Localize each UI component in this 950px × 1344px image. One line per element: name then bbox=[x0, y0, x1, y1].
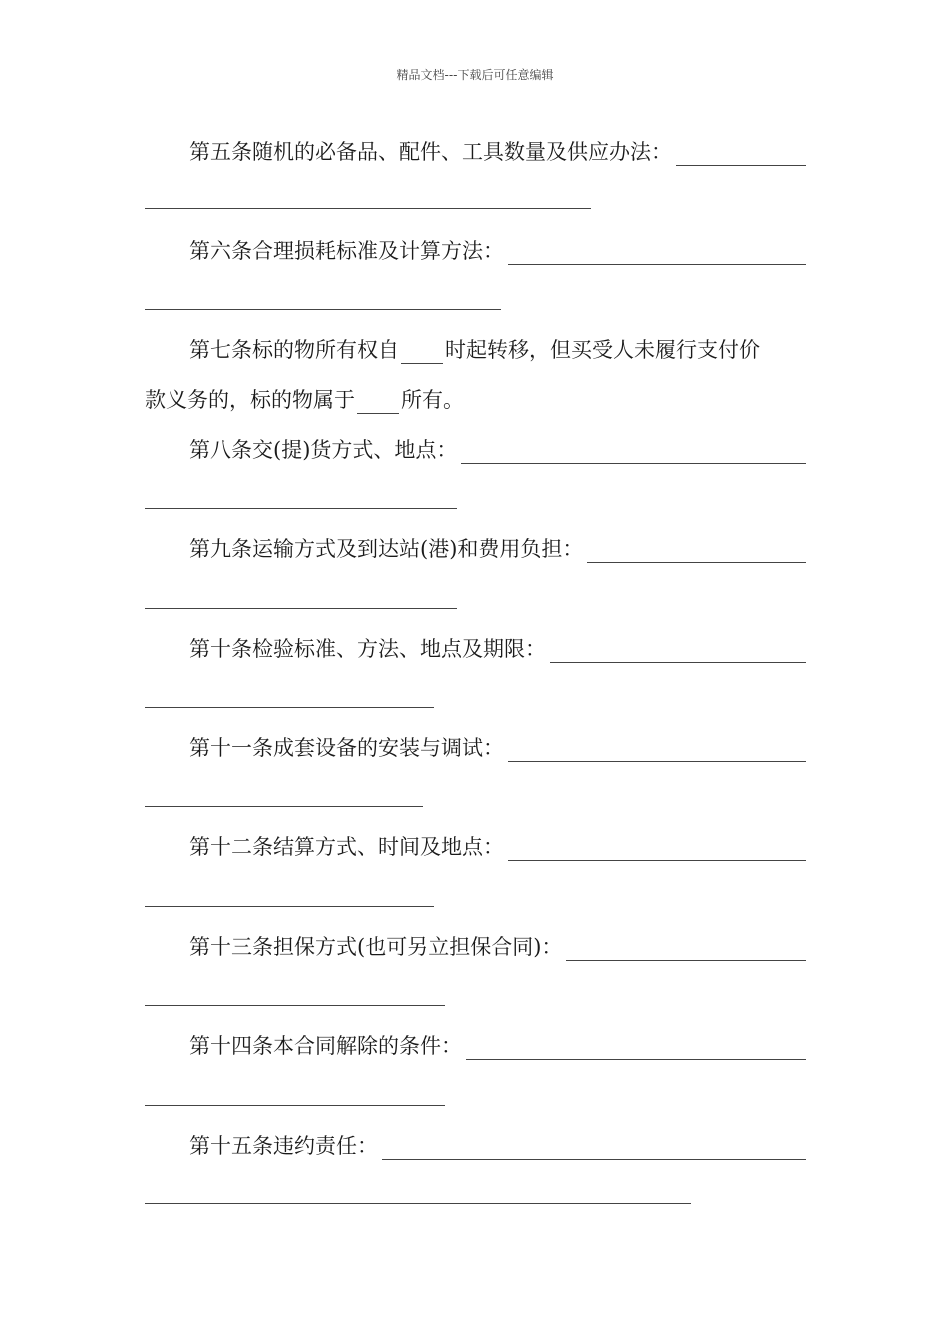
fill-blank-continuation[interactable] bbox=[145, 707, 434, 708]
fill-blank-continuation[interactable] bbox=[145, 608, 457, 609]
fill-blank[interactable] bbox=[508, 840, 806, 861]
clause-14 bbox=[189, 1032, 806, 1060]
clause-5 bbox=[189, 138, 806, 166]
clause-11 bbox=[189, 734, 806, 762]
fill-blank[interactable] bbox=[550, 642, 806, 663]
clause-label: 第九条运输方式及到达站(港)和费用负担： bbox=[189, 537, 584, 561]
fill-blank-continuation[interactable] bbox=[145, 208, 591, 209]
fill-blank[interactable] bbox=[461, 443, 806, 464]
clause-label-part1: 第七条标的物所有权自 bbox=[189, 338, 399, 362]
clause-label: 第五条随机的必备品、配件、工具数量及供应办法： bbox=[189, 140, 672, 164]
fill-blank-owner[interactable] bbox=[357, 393, 399, 414]
page-header: 精品文档---下载后可任意编辑 bbox=[396, 68, 554, 82]
clause-label: 第十三条担保方式(也可另立担保合同)： bbox=[189, 935, 563, 959]
clause-15 bbox=[189, 1132, 806, 1160]
clause-label: 第十四条本合同解除的条件： bbox=[189, 1034, 462, 1058]
fill-blank-continuation[interactable] bbox=[145, 508, 457, 509]
fill-blank-continuation[interactable] bbox=[145, 1005, 445, 1006]
fill-blank[interactable] bbox=[466, 1039, 806, 1060]
clause-label: 第八条交(提)货方式、地点： bbox=[189, 438, 458, 462]
clause-10 bbox=[189, 635, 806, 663]
fill-blank[interactable] bbox=[508, 244, 806, 265]
clause-6 bbox=[189, 237, 806, 265]
fill-blank[interactable] bbox=[566, 940, 806, 961]
clause-label: 第十一条成套设备的安装与调试： bbox=[189, 736, 504, 760]
clause-label: 第十条检验标准、方法、地点及期限： bbox=[189, 637, 546, 661]
fill-blank-continuation[interactable] bbox=[145, 1105, 445, 1106]
clause-label-part4: 所有。 bbox=[401, 388, 464, 412]
clause-12 bbox=[189, 833, 806, 861]
fill-blank[interactable] bbox=[382, 1139, 806, 1160]
clause-8 bbox=[189, 436, 806, 464]
clause-label-part3: 款义务的，标的物属于 bbox=[145, 388, 355, 412]
fill-blank[interactable] bbox=[676, 145, 806, 166]
clause-7 bbox=[189, 336, 806, 364]
clause-9 bbox=[189, 535, 806, 563]
fill-blank[interactable] bbox=[587, 542, 806, 563]
clause-label: 第十五条违约责任： bbox=[189, 1134, 378, 1158]
clause-label: 第六条合理损耗标准及计算方法： bbox=[189, 239, 504, 263]
clause-13 bbox=[189, 933, 806, 961]
clause-7-continuation bbox=[145, 386, 806, 414]
clause-label-part2: 时起转移，但买受人未履行支付价 bbox=[445, 338, 760, 362]
clause-label: 第十二条结算方式、时间及地点： bbox=[189, 835, 504, 859]
fill-blank-continuation[interactable] bbox=[145, 806, 423, 807]
fill-blank-continuation[interactable] bbox=[145, 1203, 691, 1204]
fill-blank-time[interactable] bbox=[401, 343, 443, 364]
fill-blank[interactable] bbox=[508, 741, 806, 762]
fill-blank-continuation[interactable] bbox=[145, 309, 501, 310]
fill-blank-continuation[interactable] bbox=[145, 906, 434, 907]
